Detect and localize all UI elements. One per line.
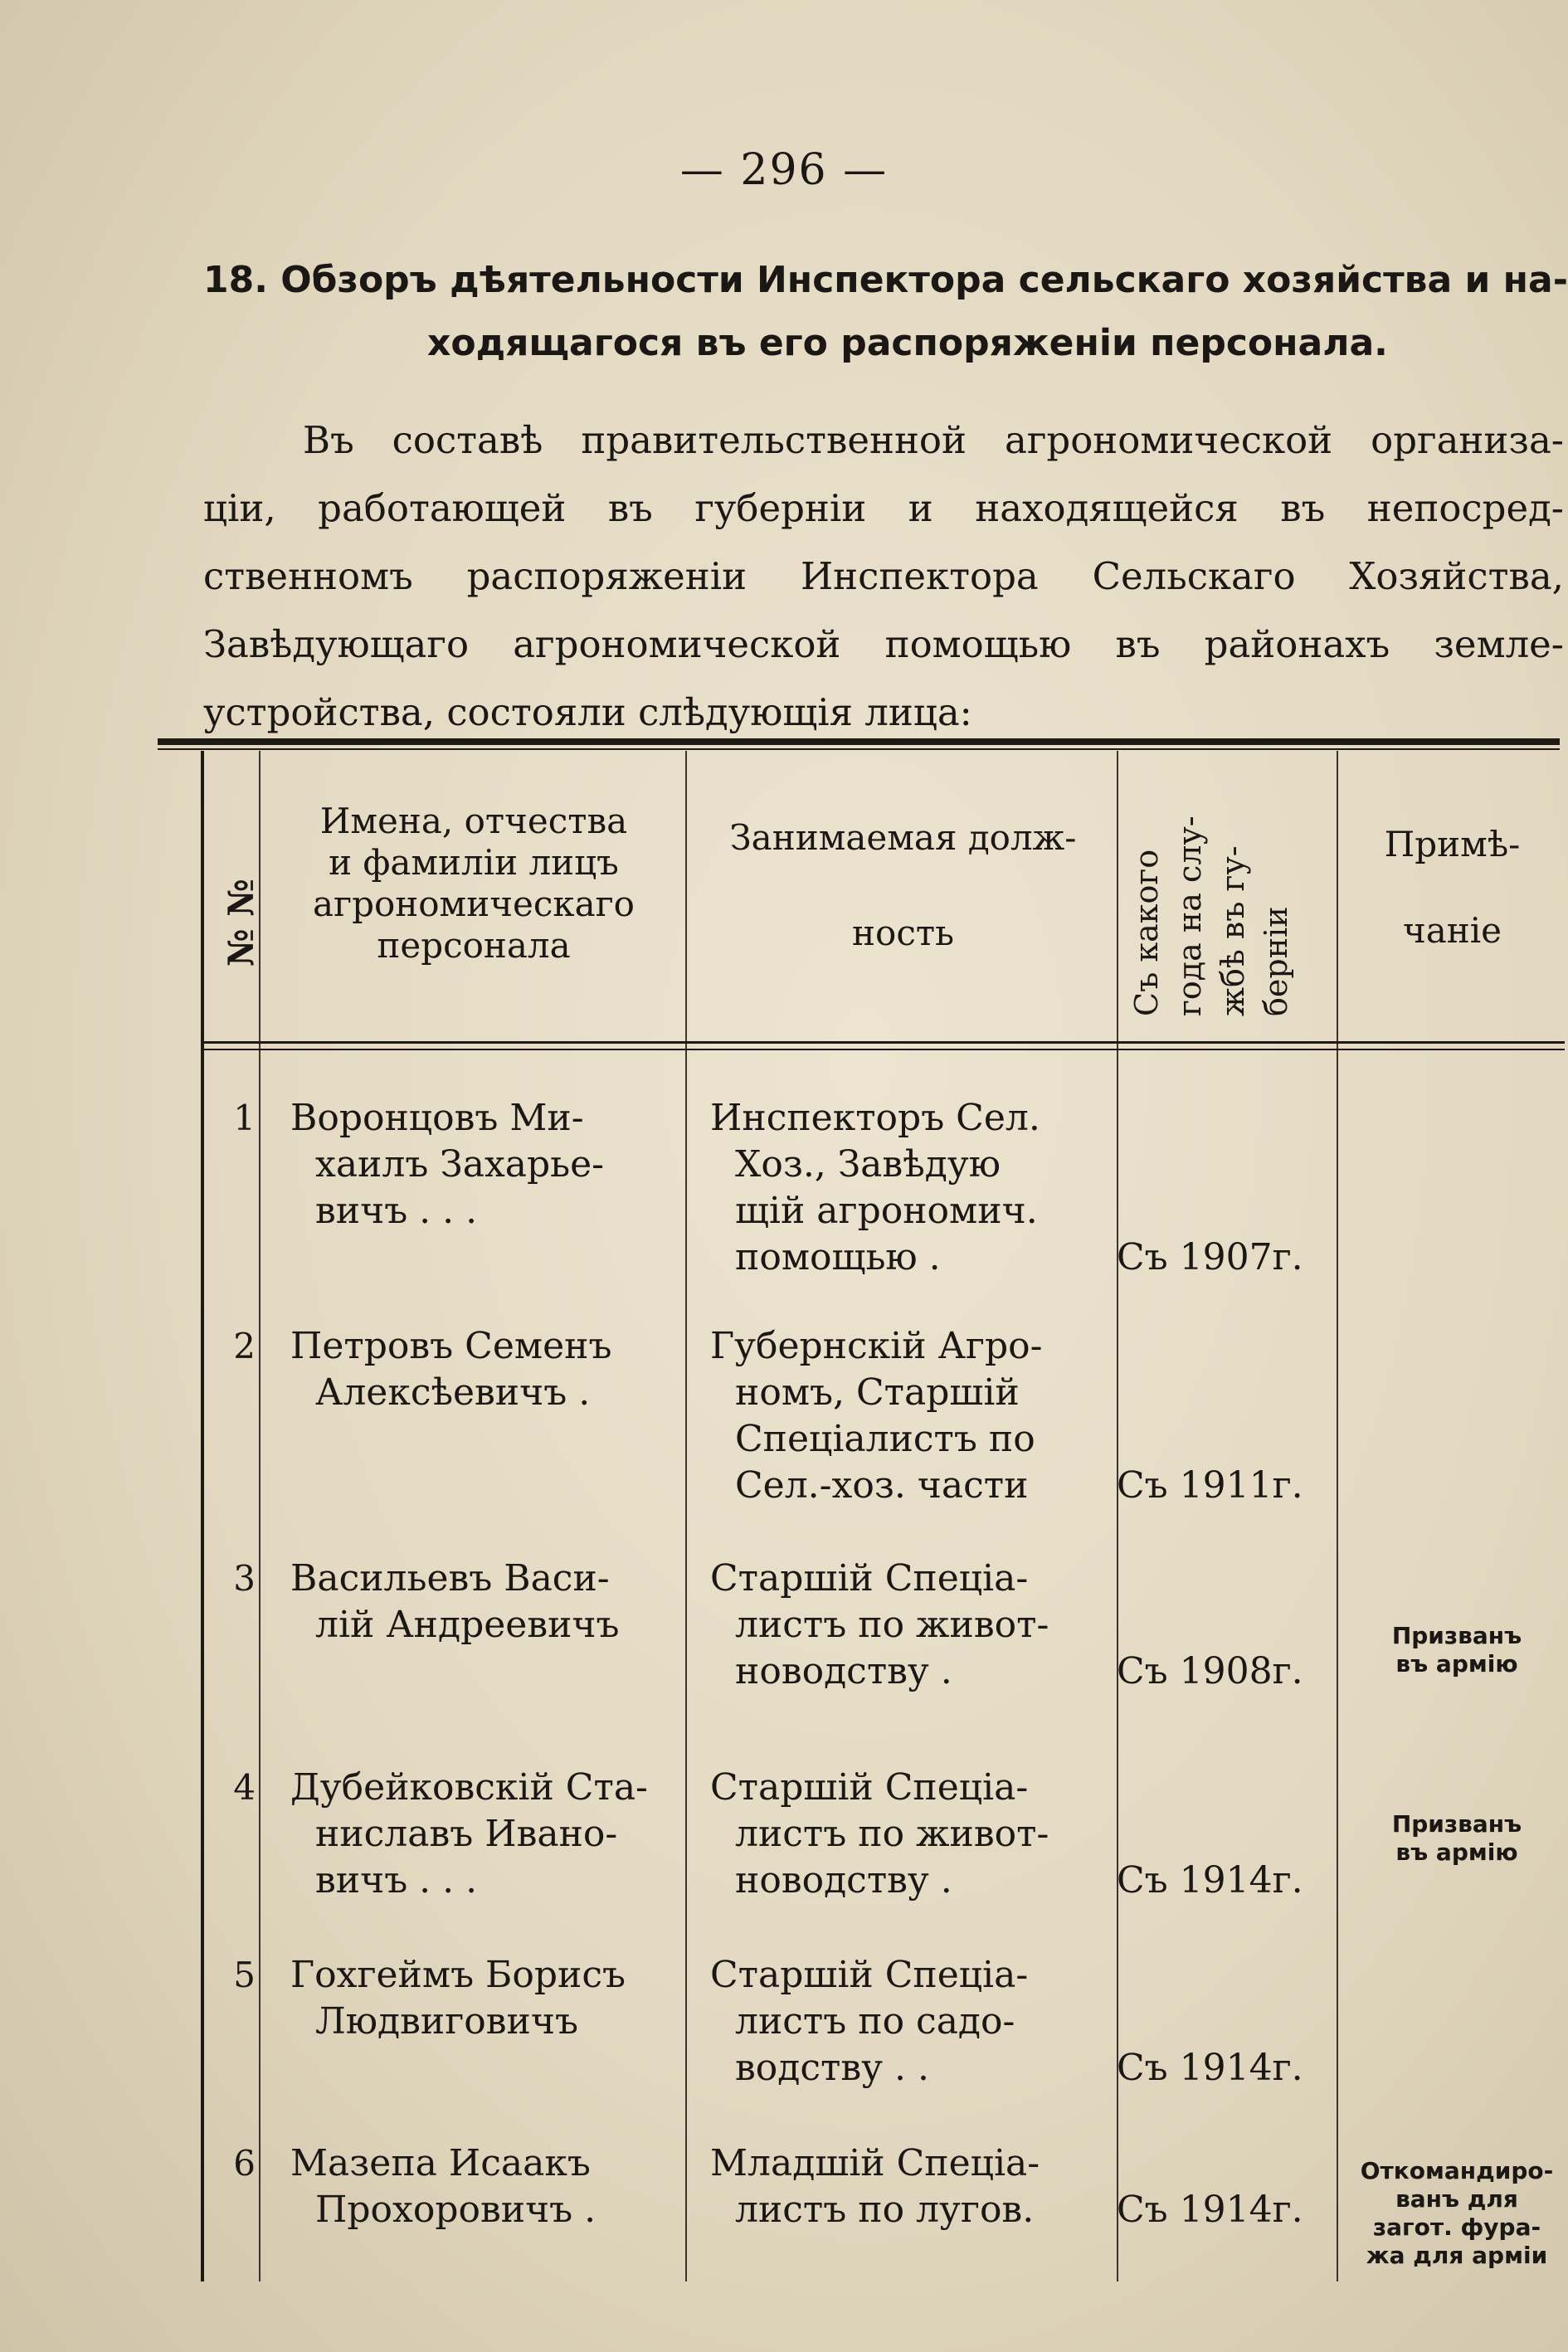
paragraph-line: ціи, работающей въ губерніи и находящейся въ непосред- [203,486,1564,530]
name-line: ниславъ Ивано- [315,1813,618,1855]
name-line: Воронцовъ Ми- [290,1097,584,1139]
person-name [290,2140,660,2233]
paragraph-line: Завѣдующаго агрономической помощью въ районахъ земле- [203,622,1564,666]
note-line: Призванъ [1391,1810,1522,1838]
position-title [710,1556,1083,1695]
position-line: Старшій Спеціа- [710,1766,1029,1809]
header-line: Занимаемая долж- [729,817,1077,858]
position-title [710,1095,1083,1281]
remark-note [1349,1622,1565,1678]
service-start-year: Съ 1907г. [1117,1236,1303,1278]
note-line: въ армію [1395,1650,1518,1678]
paragraph-line: ственномъ распоряженіи Инспектора Сельскаго Хозяйства, [203,554,1564,598]
person-name [290,1323,660,1416]
header-names [270,801,677,967]
name-line: Алексѣевичъ . [315,1371,591,1414]
header-line: и фамиліи лицъ [329,842,619,883]
service-start-year: Съ 1914г. [1117,2189,1303,2231]
position-line: помощью . [735,1236,941,1278]
name-line: хаилъ Захарье- [315,1143,605,1186]
position-title [710,2140,1083,2233]
section-heading [203,249,1568,375]
position-line: Старшій Спеціа- [710,1557,1029,1600]
header-line: ность [852,913,954,953]
header-rule [204,1049,1565,1050]
position-line: листъ по живот- [735,1604,1049,1646]
table-top-rule [158,748,1560,750]
header-rule [204,1041,1565,1044]
paragraph-line: устройства, состояли слѣдующія лица: [203,690,972,734]
row-number: 5 [233,1955,256,1995]
position-line: Хоз., Завѣдую [735,1143,1001,1186]
personnel-table [201,751,1565,2281]
position-line: новодству . [735,1650,952,1692]
row-number: 3 [233,1558,256,1599]
position-line: Спеціалистъ по [735,1418,1035,1460]
name-line: Дубейковскій Ста- [290,1766,648,1809]
service-start-year: Съ 1914г. [1117,1859,1303,1902]
name-line: Прохоровичъ . [315,2189,597,2231]
position-title [710,1323,1083,1509]
remark-note [1349,1810,1565,1867]
intro-paragraph [203,407,1564,747]
row-number: 1 [233,1098,256,1138]
paragraph-line: Въ составѣ правительственной агрономической организа- [303,418,1564,462]
position-line: Старшій Спеціа- [710,1954,1029,1996]
header-line: Имена, отчества [319,801,628,841]
header-line: Примѣ- [1384,824,1521,864]
person-name [290,1765,660,1904]
name-line: вичъ . . . [315,1859,478,1902]
name-line: Людвиговичъ [315,2000,578,2043]
column-divider [259,751,261,2281]
remark-note [1349,2157,1565,2270]
position-line: листъ по лугов. [735,2189,1035,2231]
column-divider [685,751,687,2281]
name-line: лій Андреевичъ [315,1604,620,1646]
position-line: Инспекторъ Сел. [710,1097,1040,1139]
header-line: жбѣ въ гу- [1215,845,1251,1016]
person-name [290,1095,660,1234]
header-line: чаніе [1402,910,1502,951]
person-name [290,1952,660,2045]
position-line: листъ по живот- [735,1813,1049,1855]
name-line: Гохгеймъ Борисъ [290,1954,626,1996]
heading-line: 18. Обзоръ дѣятельности Инспектора сельскаго хозяйства и на- [203,259,1568,301]
row-number: 2 [233,1326,256,1366]
row-number: 4 [233,1767,256,1808]
header-line: персонала [377,925,571,966]
position-line: номъ, Старшій [735,1371,1020,1414]
person-name [290,1556,660,1648]
header-note [1342,821,1562,954]
header-line: агрономическаго [313,884,635,924]
header-year [1125,751,1298,1016]
note-line: жа для арміи [1366,2242,1548,2269]
position-title [710,1952,1083,2091]
position-title [710,1765,1083,1904]
note-line: загот. фура- [1372,2213,1541,2241]
note-line: Откомандиро- [1360,2157,1554,2184]
row-number: 6 [233,2143,256,2184]
position-line: Младшій Спеціа- [710,2142,1040,2184]
heading-line: ходящагося въ его распоряженіи персонала. [427,322,1388,364]
note-line: ванъ для [1395,2185,1518,2213]
name-line: вичъ . . . [315,1190,478,1232]
header-number: № № [221,879,261,967]
header-line: Съ какого [1128,849,1165,1016]
header-line: берніи [1258,906,1294,1016]
header-line: года на слу- [1171,816,1208,1016]
column-divider [1337,751,1338,2281]
name-line: Петровъ Семенъ [290,1325,612,1367]
note-line: въ армію [1395,1838,1518,1866]
service-start-year: Съ 1908г. [1117,1650,1303,1692]
position-line: водству . . [735,2047,929,2089]
note-line: Призванъ [1391,1622,1522,1649]
position-line: листъ по садо- [735,2000,1015,2043]
name-line: Мазепа Исаакъ [290,2142,591,2184]
page-number: — 296 — [679,145,889,195]
position-line: новодству . [735,1859,952,1902]
position-line: Губернскій Агро- [710,1325,1043,1367]
header-position [694,813,1113,958]
service-start-year: Съ 1914г. [1117,2047,1303,2089]
position-line: Сел.-хоз. части [735,1464,1029,1507]
name-line: Васильевъ Васи- [290,1557,610,1600]
service-start-year: Съ 1911г. [1117,1464,1303,1507]
position-line: щій агрономич. [735,1190,1038,1232]
table-top-rule [158,738,1560,745]
